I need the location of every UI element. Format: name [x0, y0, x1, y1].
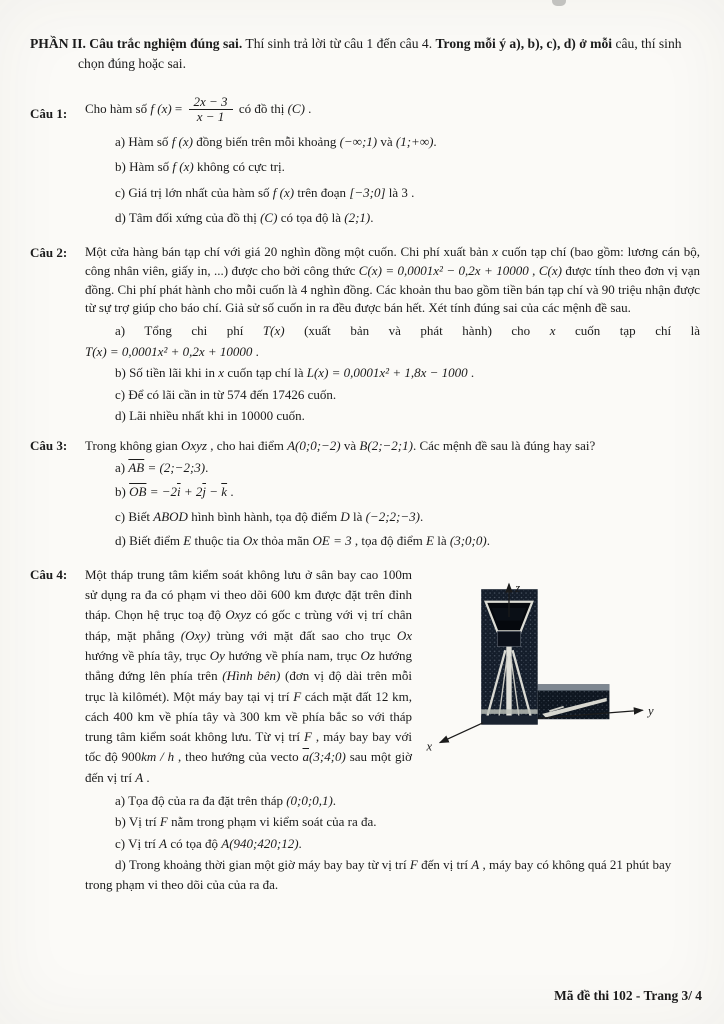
tower-figure-drawing [422, 565, 700, 758]
question-3-label: Câu 3: [30, 437, 68, 453]
scan-artifact [552, 0, 566, 6]
y-axis-label: y [647, 703, 654, 718]
question-4-label: Câu 4: [30, 566, 68, 582]
question-4 [30, 565, 700, 896]
section-header: PHẦN II. Câu trắc nghiệm đúng sai. Thí sinh trả lời từ câu 1 đến câu 4. Trong mỗi ý a), b), c), d) ở mỗi câu, thí sinh chọn đúng hoặc sai. [30, 36, 682, 72]
question-1-item-d: d) Tâm đối xứng của đồ thị (C) có tọa độ là (2;1). [115, 210, 374, 226]
question-2-item-a: a) Tổng chi phí T(x) (xuất bản và phát hành) cho x cuốn tạp chí là [115, 323, 700, 339]
question-3-item-c: c) Biết ABOD hình bình hành, tọa độ điểm D là (−2;2;−3). [115, 508, 424, 524]
x-axis-label: x [426, 739, 433, 754]
question-3-body [85, 436, 700, 556]
question-2-item-a-formula: T(x) = 0,0001x² + 0,2x + 10000 . [85, 344, 259, 360]
fraction-denominator: x − 1 [189, 109, 233, 125]
question-1-label: Câu 1: [30, 105, 68, 121]
z-axis-label: z [515, 580, 521, 595]
question-4-item-d: d) Trong khoảng thời gian một giờ máy bay bay từ vị trí F đến vị trí A , máy bay có không quá 21 phút bay trong phạm vi theo dõi của của ra đa. [85, 857, 672, 892]
question-4-intro: Một tháp trung tâm kiểm soát không lưu ở sân bay cao 100m sử dụng ra đa có phạm vi theo dõi 600 km được đặt trên đỉnh tháp. Chọn hệ trục toạ độ Oxyz có gốc c trùng với vị trí chân tháp, mặt phẳng (Oxy) trùng với mặt đất sao cho trục Ox hướng về phía tây, trục Oy hướng về phía nam, trục Oz hướng thẳng đứng lên phía trên (Hình bên) (đơn vị độ dài trên mỗi trục là kilômét). Một máy bay tại vị trí F cách mặt đất 12 km, cách 400 km về phía tây và 300 km về phía bắc so với tháp trung tâm kiểm soát không lưu. Từ vị trí F , máy bay bay với tốc độ 900km / h , theo hướng của vecto $\overline{a}(3;4;0)$ sau một giờ đến vị trí A . [85, 566, 413, 785]
question-4-item-a: a) Tọa độ của ra đa đặt trên tháp (0;0;0,1). [115, 792, 337, 808]
question-3 [30, 436, 700, 556]
question-4-item-c: c) Vị trí A có tọa độ A(940;420;12). [115, 835, 302, 851]
question-3-item-d: d) Biết điểm E thuộc tia Ox thỏa mãn OE = 3 , tọa độ điểm E là (3;0;0). [115, 533, 490, 549]
x-axis [440, 723, 483, 743]
question-1-item-c: c) Giá trị lớn nhất của hàm số f (x) trên đoạn [−3;0] là 3 . [115, 184, 415, 200]
question-2-intro: Một cửa hàng bán tạp chí với giá 20 nghìn đồng một cuốn. Chi phí xuất bản x cuốn tạp chí (bao gồm: lương cán bộ, công nhân viên, giấy in, ...) được cho bởi công thức C(x) = 0,0001x² − 0,2x + 10000 , C(x) được tính theo đơn vị vạn đồng. Chi phí phát hành cho mỗi cuốn là 4 nghìn đồng. Các khoản thu bao gồm tiền bán tạp chí và 90 triệu nhận được từ sự trợ giúp cho báo chí. Giả sử số cuốn in ra đều được bán hết. Xét tính đúng sai của các mệnh đề sau. [85, 243, 701, 316]
question-2-item-b: b) Số tiền lãi khi in x cuốn tạp chí là L(x) = 0,0001x² + 1,8x − 1000 . [115, 365, 475, 381]
question-1-item-a: a) Hàm số f (x) đồng biến trên mỗi khoảng (−∞;1) và (1;+∞). [115, 133, 437, 149]
question-4-item-b: b) Vị trí F nằm trong phạm vi kiểm soát của ra đa. [115, 814, 377, 830]
question-1-body [85, 95, 700, 234]
question-2 [30, 243, 700, 427]
question-1-intro [85, 95, 700, 125]
question-3-intro: Trong không gian Oxyz , cho hai điểm A(0;0;−2) và B(2;−2;1). Các mệnh đề sau là đúng hay sai? [85, 437, 596, 453]
question-4-body [85, 565, 700, 896]
question-2-label: Câu 2: [30, 244, 68, 260]
question-1 [30, 95, 700, 234]
question-1-item-b: b) Hàm số f (x) không có cực trị. [115, 159, 285, 175]
question-3-item-b: b) $\overline{OB} = -2\overline{i} + 2\overline{j} - \overline{k}$ . [115, 484, 234, 500]
fraction [189, 95, 233, 125]
intro-text-post: có đồ thị (C) . [235, 100, 312, 116]
tower-figure [422, 565, 700, 763]
question-3-item-a: a) $\overline{AB}$ = (2;−2;3). [115, 459, 209, 475]
question-2-body [85, 243, 700, 427]
fraction-numerator: 2x − 3 [193, 93, 228, 109]
page-footer: Mã đề thi 102 - Trang 3/ 4 [554, 987, 702, 1003]
intro-text-pre: Cho hàm số f (x) = [85, 100, 186, 116]
question-2-item-c: c) Để có lãi cần in từ 574 đến 17426 cuốn. [115, 386, 337, 402]
question-2-item-d: d) Lãi nhiều nhất khi in 10000 cuốn. [115, 407, 305, 423]
